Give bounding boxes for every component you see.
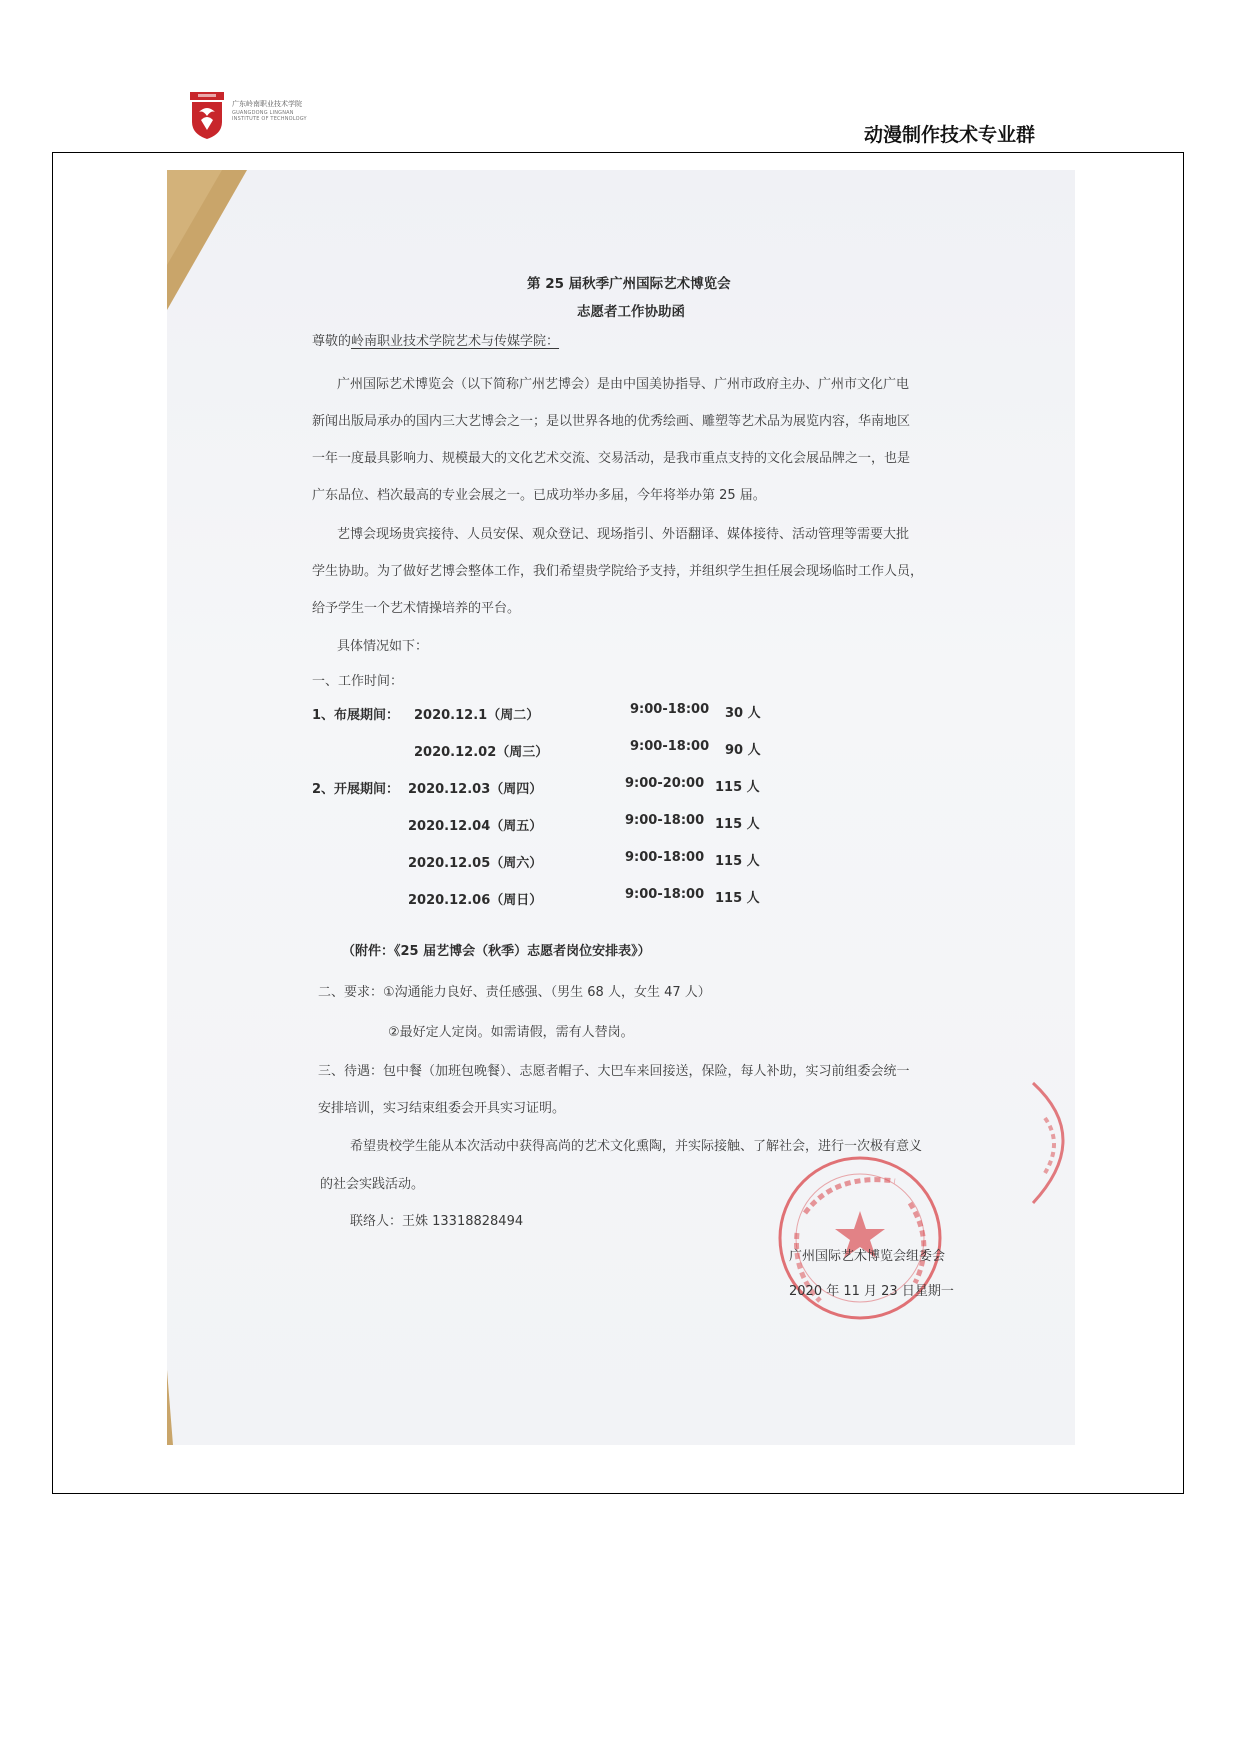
schedule-count: 30 人 bbox=[725, 706, 761, 721]
logo-english-line1: GUANGDONG LINGNAN bbox=[232, 110, 294, 116]
contact-person: 联络人：王姝 13318828494 bbox=[350, 1214, 524, 1229]
para1-line4: 广东品位、档次最高的专业会展之一。已成功举办多届，今年将举办第 25 届。 bbox=[312, 488, 766, 503]
benefits-line1: 三、待遇：包中餐（加班包晚餐）、志愿者帽子、大巴车来回接送，保险，每人补助，实习前组委会统一 bbox=[318, 1064, 910, 1079]
schedule-label: 1、布展期间： bbox=[312, 708, 400, 723]
closing-line2: 的社会实践活动。 bbox=[320, 1177, 425, 1192]
para2-line3: 给予学生一个艺术情操培养的平台。 bbox=[312, 601, 521, 616]
schedule-label: 2、开展期间： bbox=[312, 782, 400, 797]
attachment-note: （附件：《25 届艺博会（秋季）志愿者岗位安排表》） bbox=[342, 944, 651, 959]
letter-title: 第 25 届秋季广州国际艺术博览会 bbox=[527, 276, 731, 292]
para1-line3: 一年一度最具影响力、规模最大的文化艺术交流、交易活动，是我市重点支持的文化会展品牌之一，也是 bbox=[312, 451, 911, 466]
school-emblem-icon bbox=[190, 92, 224, 140]
schedule-time: 9:00-18:00 bbox=[630, 739, 710, 754]
salutation-prefix: 尊敬的 bbox=[312, 334, 352, 349]
requirement-line1: 二、要求：①沟通能力良好、责任感强、（男生 68 人，女生 47 人） bbox=[318, 985, 711, 1000]
section1-title: 一、工作时间： bbox=[312, 674, 404, 689]
signature-date: 2020 年 11 月 23 日星期一 bbox=[789, 1284, 954, 1299]
benefits-line2: 安排培训，实习结束组委会开具实习证明。 bbox=[318, 1101, 566, 1116]
school-logo bbox=[190, 92, 350, 142]
requirement-line2: ②最好定人定岗。如需请假，需有人替岗。 bbox=[388, 1025, 634, 1040]
letter-photo bbox=[167, 170, 1075, 1445]
schedule-time: 9:00-18:00 bbox=[625, 850, 705, 865]
salutation bbox=[312, 330, 559, 349]
partial-seal-icon bbox=[1023, 1078, 1075, 1208]
schedule-time: 9:00-18:00 bbox=[630, 702, 710, 717]
schedule-date: 2020.12.06（周日） bbox=[408, 893, 543, 908]
logo-english-name bbox=[232, 110, 307, 122]
schedule-count: 115 人 bbox=[715, 854, 760, 869]
schedule-time: 9:00-18:00 bbox=[625, 887, 705, 902]
para2-line1: 艺博会现场贵宾接待、人员安保、观众登记、现场指引、外语翻译、媒体接待、活动管理等需要大批 bbox=[337, 527, 910, 542]
para1-line1: 广州国际艺术博览会（以下简称广州艺博会）是由中国美协指导、广州市政府主办、广州市文化广电 bbox=[337, 377, 910, 392]
signature-org: 广州国际艺术博览会组委会 bbox=[789, 1249, 946, 1264]
schedule-count: 90 人 bbox=[725, 743, 761, 758]
schedule-time: 9:00-18:00 bbox=[625, 813, 705, 828]
logo-chinese-name: 广东岭南职业技术学院 bbox=[232, 100, 302, 108]
schedule-count: 115 人 bbox=[715, 891, 760, 906]
schedule-date: 2020.12.05（周六） bbox=[408, 856, 543, 871]
program-group-title: 动漫制作技术专业群 bbox=[863, 124, 1035, 146]
schedule-date: 2020.12.02（周三） bbox=[414, 745, 549, 760]
letter-sheet bbox=[167, 170, 1075, 1445]
closing-line1: 希望贵校学生能从本次活动中获得高尚的艺术文化熏陶，并实际接触、了解社会，进行一次极有意义 bbox=[350, 1139, 923, 1154]
para1-line2: 新闻出版局承办的国内三大艺博会之一；是以世界各地的优秀绘画、雕塑等艺术品为展览内容，华南地区 bbox=[312, 414, 911, 429]
schedule-date: 2020.12.04（周五） bbox=[408, 819, 543, 834]
salutation-org: 岭南职业技术学院艺术与传媒学院： bbox=[351, 334, 560, 349]
schedule-time: 9:00-20:00 bbox=[625, 776, 705, 791]
details-intro: 具体情况如下： bbox=[337, 639, 429, 654]
schedule-date: 2020.12.03（周四） bbox=[408, 782, 543, 797]
para2-line2: 学生协助。为了做好艺博会整体工作，我们希望贵学院给予支持，并组织学生担任展会现场临时工作人员， bbox=[312, 564, 924, 579]
logo-english-line2: INSTITUTE OF TECHNOLOGY bbox=[232, 116, 307, 122]
schedule-count: 115 人 bbox=[715, 817, 760, 832]
schedule-date: 2020.12.1（周二） bbox=[414, 708, 540, 723]
schedule-count: 115 人 bbox=[715, 780, 760, 795]
letter-subtitle: 志愿者工作协助函 bbox=[577, 304, 685, 320]
